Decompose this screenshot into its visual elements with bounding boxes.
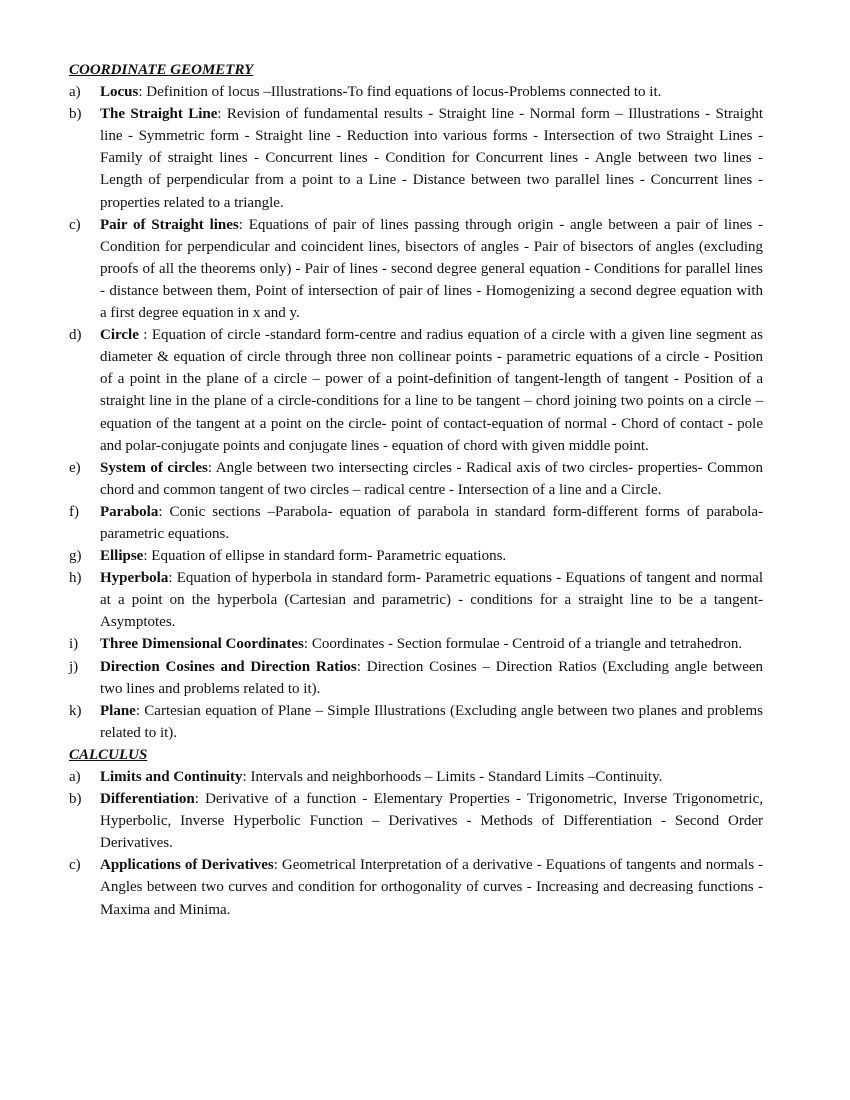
item-term: Differentiation (100, 791, 195, 808)
item-term: Circle (100, 327, 139, 344)
list-marker: h) (69, 570, 82, 587)
list-item (69, 103, 763, 213)
item-text: : Geometrical Interpretation of a derivative - Equations of tangents and normals - Angles between two curves and condition for orthogonality of curves - Increasing and decreasing functions - Maxima and Minima. (100, 857, 763, 918)
list-marker: i) (69, 636, 79, 653)
item-text: : Derivative of a function - Elementary Properties - Trigonometric, Inverse Trigonometric, Hyperbolic, Inverse Hyperbolic Function – Derivatives - Methods of Differentiation - Second Order Derivatives. (100, 791, 763, 852)
item-body (100, 854, 763, 920)
item-text: : Equation of circle -standard form-centre and radius equation of a circle with a given line segment as diameter & equation of circle through three non collinear points - parametric equations of a circle - Position of a point in the plane of a circle – power of a point-definition of tangent-length of tangent - Position of a straight line in the plane of a circle-conditions for a line to be tangent – chord joining two points on a circle – equation of the tangent at a point on the circle- point of contact-equation of normal - Chord of contact - pole and polar-conjugate points and conjugate lines - equation of chord with given middle point. (100, 327, 763, 454)
list-item (69, 700, 763, 744)
item-text: : Revision of fundamental results - Straight line - Normal form – Illustrations - Straight line - Symmetric form - Straight line - Reduction into various forms - Intersection of two Straight Lines - Family of straight lines - Concurrent lines - Condition for Concurrent lines - Angle between two lines - Length of perpendicular from a point to a Line - Distance between two parallel lines - Concurrent lines - properties related to a triangle. (100, 106, 763, 211)
syllabus-document (69, 59, 763, 921)
item-text: : Coordinates - Section formulae - Centroid of a triangle and tetrahedron. (303, 636, 743, 653)
item-term: Three Dimensional Coordinates (100, 636, 304, 653)
list-item (69, 457, 763, 501)
list-marker: g) (69, 548, 82, 565)
item-term: Plane (100, 702, 136, 719)
item-text: : Equation of ellipse in standard form- Parametric equations. (143, 548, 507, 565)
item-body (100, 788, 763, 854)
list-marker: k) (69, 702, 82, 719)
list-marker: a) (69, 84, 81, 101)
list-item (69, 567, 763, 633)
item-term: Parabola (100, 503, 159, 520)
item-term: Locus (100, 84, 139, 101)
item-term: Ellipse (100, 548, 144, 565)
list-marker: b) (69, 791, 82, 808)
list-item (69, 656, 763, 700)
item-term: System of circles (100, 459, 208, 476)
item-body (100, 700, 763, 744)
item-body (100, 545, 763, 567)
list-item (69, 324, 763, 457)
item-text: : Conic sections –Parabola- equation of parabola in standard form-different forms of parabola- parametric equations. (100, 503, 763, 542)
list-item (69, 766, 763, 788)
list-item (69, 501, 763, 545)
item-term: Limits and Continuity (100, 769, 243, 785)
item-body (100, 567, 763, 633)
item-text: : Intervals and neighborhoods – Limits - Standard Limits –Continuity. (242, 769, 663, 785)
item-text: : Definition of locus –Illustrations-To find equations of locus-Problems connected to it. (138, 84, 662, 101)
list-item (69, 854, 763, 920)
item-term: Hyperbola (100, 570, 169, 587)
item-text: : Direction Cosines – Direction Ratios (Excluding angle between two lines and problems related to it). (100, 658, 764, 697)
list-item (69, 214, 763, 324)
item-body (100, 656, 763, 700)
item-body (100, 324, 763, 457)
list-item (69, 81, 763, 103)
item-text: : Equation of hyperbola in standard form- Parametric equations - Equations of tangent and normal at a point on the hyperbola (Cartesian and parametric) - conditions for a straight line to be a tangent-Asymptotes. (100, 570, 763, 631)
item-text: : Equations of pair of lines passing through origin - angle between a pair of lines - Condition for perpendicular and coincident lines, bisectors of angles - Pair of bisectors of angles (excluding proofs of all the theorems only) - Pair of lines - second degree general equation - Conditions for parallel lines - distance between them, Point of intersection of pair of lines - Homogenizing a second degree equation with a first degree equation in x and y. (100, 216, 763, 322)
list-marker: d) (69, 327, 82, 344)
list-marker: c) (69, 216, 81, 233)
list-marker: j) (69, 658, 79, 675)
item-body (100, 501, 763, 545)
item-term: The Straight Line (100, 106, 218, 123)
item-body (100, 81, 763, 103)
item-body (100, 103, 763, 213)
list-marker: c) (69, 857, 81, 874)
section-heading: COORDINATE GEOMETRY (69, 62, 254, 78)
section-heading: CALCULUS (69, 746, 148, 763)
list-marker: b) (69, 106, 82, 123)
item-body (100, 633, 763, 655)
item-text: : Cartesian equation of Plane – Simple Illustrations (Excluding angle between two planes and problems related to it). (100, 702, 763, 741)
list-item (69, 788, 763, 854)
list-marker: a) (69, 769, 81, 785)
list-marker: f) (69, 503, 79, 520)
item-term: Applications of Derivatives (100, 857, 274, 874)
list-item (69, 545, 763, 567)
item-term: Direction Cosines and Direction Ratios (100, 658, 357, 675)
item-body (100, 457, 763, 501)
item-body (100, 766, 763, 788)
item-term: Pair of Straight lines (100, 216, 239, 233)
list-marker: e) (69, 459, 81, 476)
item-body (100, 214, 763, 324)
item-text: : Angle between two intersecting circles - Radical axis of two circles- properties- Common chord and common tangent of two circles – radical centre - Intersection of a line and a Circle. (100, 459, 763, 498)
list-item (69, 633, 763, 655)
